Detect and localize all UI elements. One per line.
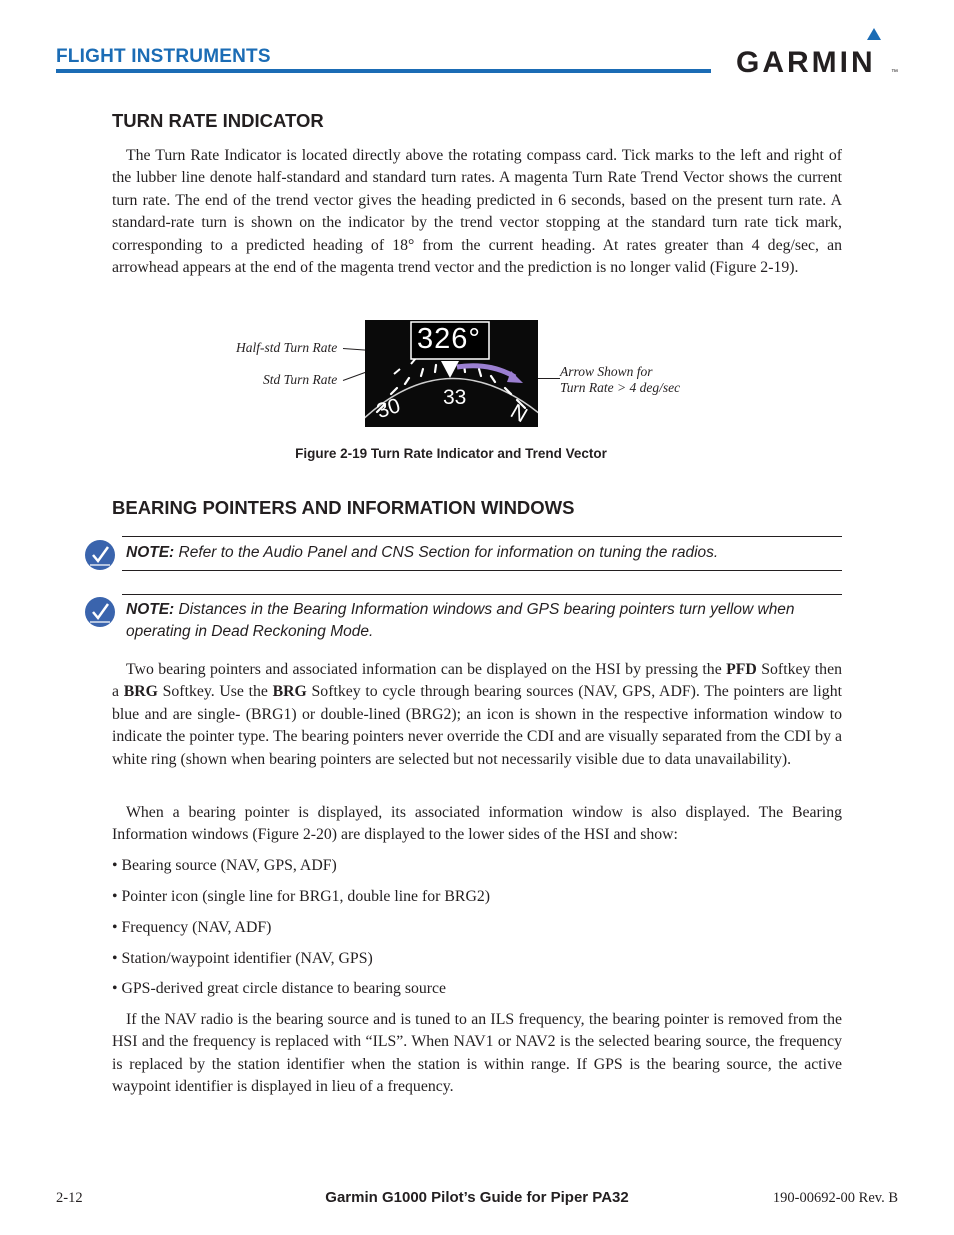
heading-readout: 326° [417,323,481,355]
note1-text: NOTE: Refer to the Audio Panel and CNS Section for information on tuning the radios. [126,544,719,561]
compass-label-n: N [506,399,532,427]
list-item: • GPS-derived great circle distance to bearing source [112,980,447,997]
note2-text: NOTE: Distances in the Bearing Information windows and GPS bearing pointers turn yellow when operating in Dead Reckoning Mode. [126,601,795,640]
turn-rate-heading: TURN RATE INDICATOR [112,110,324,131]
compass-label-30: 30 [373,393,404,424]
bearing-paragraph-3: If the NAV radio is the bearing source and is tuned to an ILS frequency, the bearing pointer is removed from the HSI and the frequency is replaced with “ILS”. When NAV1 or NAV2 is the selected bearing source, the frequency is replaced by the station identifier when the station is within range. If GPS is the bearing source, the active waypoint identifier is displayed in lieu of a frequency. [112,1011,842,1096]
bearing-paragraph-1: Two bearing pointers and associated information can be displayed on the HSI by pressing the PFD Softkey then a BRG Softkey. Use the BRG Softkey to cycle through bearing sources (NAV, GPS, ADF). The pointers are light blue and are single- (BRG1) or double-lined (BRG2); an icon is shown in the respective information window to indicate the pointer type. The bearing pointers never override the CDI and are visually separated from the CDI by a white ring (shown when bearing pointers are selected but not necessarily visible due to data unavailability). [112,661,842,768]
note-check-icon [84,539,116,571]
page-number: 2-12 [56,1190,83,1206]
svg-text:™: ™ [891,69,898,76]
footer-title: Garmin G1000 Pilot’s Guide for Piper PA32 [325,1189,629,1206]
note2-label: NOTE: [126,601,175,618]
figure-caption: Figure 2-19 Turn Rate Indicator and Trend Vector [295,446,607,461]
header-rule [56,69,711,73]
list-item: • Station/waypoint identifier (NAV, GPS) [112,950,373,967]
note1-label: NOTE: [126,544,175,561]
callout-half-std: Half-std Turn Rate [236,340,338,355]
callout-arrow-line1: Arrow Shown for [560,364,653,379]
callout-arrow-line2: Turn Rate > 4 deg/sec [560,380,681,395]
bearing-paragraph-2: When a bearing pointer is displayed, its associated information window is also displayed. The Bearing Information windows (Figure 2-20) are displayed to the lower sides of the HSI and show: [112,804,842,844]
garmin-logo [734,26,900,78]
note1-top-rule [122,536,842,537]
section-title: FLIGHT INSTRUMENTS [56,46,271,67]
bearing-heading: BEARING POINTERS AND INFORMATION WINDOWS [112,497,575,518]
svg-text:GARMIN: GARMIN [736,46,876,78]
compass-label-33: 33 [443,386,467,409]
note2-top-rule [122,594,842,595]
note1-bottom-rule [122,570,842,571]
list-item: • Frequency (NAV, ADF) [112,919,272,936]
turn-rate-indicator-figure [365,320,538,427]
list-item: • Pointer icon (single line for BRG1, double line for BRG2) [112,888,491,905]
callout-std: Std Turn Rate [263,372,338,387]
note-check-icon [84,596,116,628]
list-item: • Bearing source (NAV, GPS, ADF) [112,857,337,874]
document-id: 190-00692-00 Rev. B [772,1190,898,1206]
turn-rate-paragraph: The Turn Rate Indicator is located directly above the rotating compass card. Tick marks to the left and right of the lubber line denote half-standard and standard turn rates. A magenta Turn Rate Trend Vector shows the current turn rate. The end of the trend vector gives the heading predicted in 6 seconds, based on the present turn rate. A standard-rate turn is shown on the indicator by the trend vector stopping at the standard turn rate tick mark, corresponding to a predicted heading of 18° from the current heading. At rates greater than 4 deg/sec, an arrowhead appears at the end of the magenta trend vector and the prediction is no longer valid (Figure 2-19). [112,147,842,277]
